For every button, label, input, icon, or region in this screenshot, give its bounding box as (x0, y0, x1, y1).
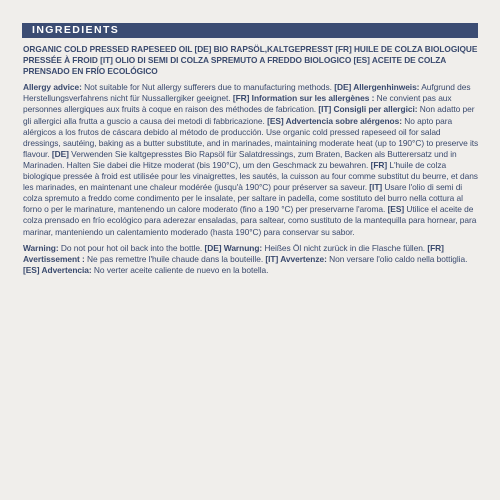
warning-label-fr: [FR] Avertissement : (23, 242, 444, 264)
ingredients-header-bar (22, 23, 478, 38)
allergy-text-en: Not suitable for Nut allergy sufferers due to manufacturing methods. (81, 82, 335, 93)
usage-label-de: [DE] (51, 148, 69, 159)
warning-label-en: Warning: (23, 242, 59, 253)
allergy-text-fr: Ne convient pas aux personnes allergiques aux fruits à coque en raison des méthodes de fabrication. (23, 93, 452, 115)
allergy-text-it: Non adatto per gli allergici alla frutta a guscio a causa dei metodi di fabbricazione. (23, 104, 475, 126)
usage-text-it: Usare l'olio di semi di colza spremuto a freddo come condimento per le insalate, per saltare in padella, come sostituto del burro nella cottura al forno o per le marinature, mantenendo un calore moderato (fino a 190 °C) per preservarne l'aroma. (23, 182, 463, 215)
usage-label-es: [ES] (387, 204, 405, 215)
warning-text-es: No verter aceite caliente de nuevo en la botella. (91, 264, 269, 275)
product-name: ORGANIC COLD PRESSED RAPESEED OIL [DE] BIO RAPSÖL,KALTGEPRESST [FR] HUILE DE COLZA BIOLOGIQUE PRESSÉE À FROID [IT] OLIO DI SEMI DI COLZA SPREMUTO A FREDDO BIOLOGICO [ES] ACEITE DE COLZA PRENSADO EN FRÍO ECOLÓGICO (23, 44, 478, 77)
warning-label-it: [IT] Avvertenze: (265, 253, 327, 264)
usage-text-de: Verwenden Sie kaltgepresstes Bio Rapsöl für Salatdressings, zum Braten, Backen als Butterersatz und in Marinaden. Halten Sie dabei die Hitze moderat (bis 190°C), um den Geschmack zu bewahren. (23, 148, 457, 170)
warning-label-es: [ES] Advertencia: (23, 264, 92, 275)
allergy-label-es: [ES] Advertencia sobre alérgenos: (267, 115, 402, 126)
usage-text-fr: L'huile de colza biologique pressée à froid est utilisée pour les vinaigrettes, les sautés, la cuisson au four comme substitut du beurre, et dans les marinades, en maintenant une chaleur modérée (jusqu'à 190°C) pour préserver sa saveur. (23, 159, 478, 193)
warning-paragraph (23, 243, 479, 276)
allergy-label-it: [IT] Consigli per allergici: (318, 104, 418, 115)
label-content (23, 44, 479, 281)
warning-text-fr: Ne pas remettre l'huile chaude dans la bouteille. (84, 253, 266, 264)
warning-text-de: Heißes Öl nicht zurück in die Flasche füllen. (262, 242, 428, 253)
allergy-and-usage-paragraph (23, 82, 479, 237)
warning-text-en: Do not pour hot oil back into the bottle. (58, 242, 205, 253)
warning-text-it: Non versare l'olio caldo nella bottiglia. (326, 253, 468, 264)
usage-label-it: [IT] (369, 182, 383, 193)
allergy-text-es: No apto para alérgicos a los frutos de cáscara debido al método de producción. Use organic cold pressed rapeseed oil for salad dressings, sautéing, baking as a butter substitute, and in marinades, maintaining moderate heat (up to 190°C) to preserve its flavour. (23, 115, 479, 159)
allergy-label-fr: [FR] Information sur les allergènes : (232, 93, 375, 104)
ingredients-heading: INGREDIENTS (32, 24, 120, 36)
allergy-text-de: Aufgrund des Herstellungsverfahrens nicht für Nussallergiker geeignet. (23, 82, 471, 104)
warning-label-de: [DE] Warnung: (204, 242, 263, 253)
allergy-label-de: [DE] Allergenhinweis: (334, 82, 420, 93)
usage-text-es: Utilice el aceite de colza prensado en frío ecológico para aderezar ensaladas, para saltear, como sustituto de la mantequilla para hornear, para marinar, manteniendo un calentamiento moderado (hasta 190°C) para conservar su sabor. (23, 204, 477, 237)
usage-label-fr: [FR] (370, 159, 388, 170)
allergy-label-en: Allergy advice: (23, 82, 82, 93)
